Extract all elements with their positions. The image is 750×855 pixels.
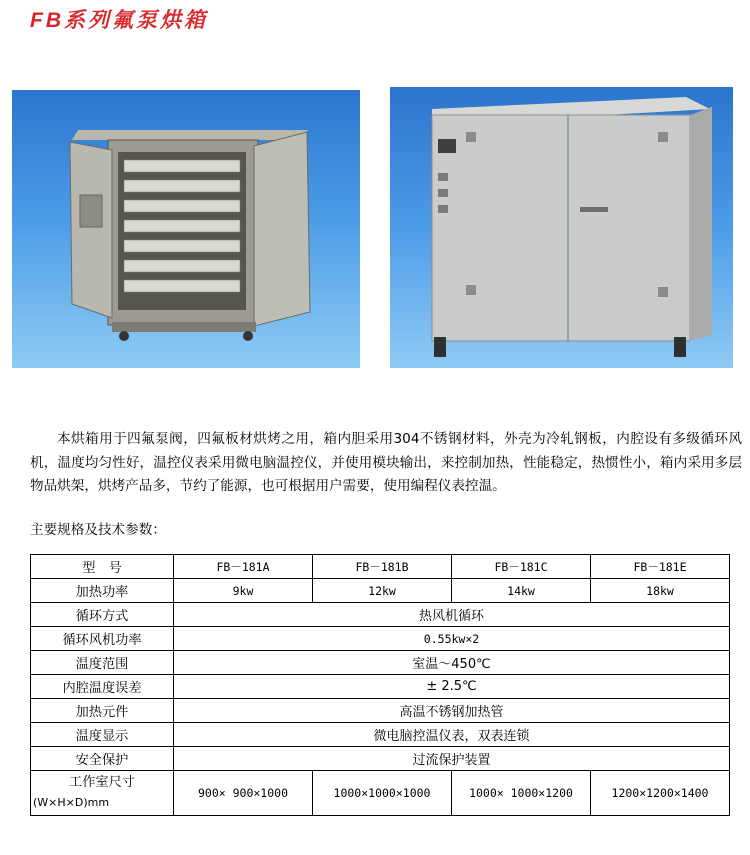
model-e: FB－181E [591, 555, 730, 579]
cabinet-side [690, 107, 712, 341]
table-row [31, 747, 730, 771]
model-label: 型 号 [31, 555, 174, 579]
door-window [80, 195, 102, 227]
temp-error-value: ± 2.5℃ [174, 675, 730, 699]
hinge-left-top [466, 132, 476, 142]
fan-power-value: 0.55kw×2 [174, 627, 730, 651]
cabinet-front [432, 115, 690, 341]
temp-display-value: 微电脑控温仪表，双表连锁 [174, 723, 730, 747]
heating-element-label: 加热元件 [31, 699, 174, 723]
chamber-size-label: 工作室尺寸 [69, 775, 135, 790]
circulation-label: 循环方式 [31, 603, 174, 627]
door-handle [580, 207, 608, 212]
page-title: FB系列氟泵烘箱 [30, 9, 208, 32]
circulation-value: 热风机循环 [174, 603, 730, 627]
temp-range-value: 室温～450℃ [174, 651, 730, 675]
oven-closed-photo [390, 87, 733, 368]
table-row [31, 627, 730, 651]
switch-2 [438, 189, 448, 197]
switch-3 [438, 205, 448, 213]
fan-power-label: 循环风机功率 [31, 627, 174, 651]
tray-rack [124, 160, 240, 292]
caster-left [119, 331, 129, 341]
cabinet-base [112, 322, 256, 332]
power-c: 14kw [452, 579, 591, 603]
temp-controller [438, 139, 456, 153]
foot-right [674, 337, 686, 357]
oven-closed-illustration [390, 87, 733, 368]
chamber-size-c: 1000× 1000×1200 [452, 771, 591, 816]
power-a: 9kw [174, 579, 313, 603]
chamber-size-label-cell [31, 771, 174, 816]
hinge-right-top [658, 132, 668, 142]
caster-right [243, 331, 253, 341]
table-row [31, 651, 730, 675]
spec-heading: 主要规格及技术参数： [30, 522, 166, 538]
temp-range-label: 温度范围 [31, 651, 174, 675]
right-door [254, 132, 310, 326]
temp-display-label: 温度显示 [31, 723, 174, 747]
model-b: FB－181B [313, 555, 452, 579]
chamber-size-e: 1200×1200×1400 [591, 771, 730, 816]
left-door [70, 142, 112, 318]
chamber-size-a: 900× 900×1000 [174, 771, 313, 816]
table-row [31, 699, 730, 723]
power-b: 12kw [313, 579, 452, 603]
safety-label: 安全保护 [31, 747, 174, 771]
power-label: 加热功率 [31, 579, 174, 603]
table-row [31, 675, 730, 699]
power-e: 18kw [591, 579, 730, 603]
spec-table [30, 554, 730, 816]
hinge-left-bottom [466, 285, 476, 295]
table-row [31, 603, 730, 627]
oven-open-illustration [12, 90, 360, 368]
hinge-right-bottom [658, 287, 668, 297]
description-paragraph: 本烘箱用于四氟泵阀，四氟板材烘烤之用，箱内胆采用304不锈钢材料，外壳为冷轧钢板，内腔设有多级循环风机，温度均匀性好，温控仪表采用微电脑温控仪，并使用模块输出，来控制加热，性能稳定，热惯性小，箱内采用多层物品烘架，烘烤产品多，节约了能源，也可根据用户需要，使用编程仪表控温。 [30, 431, 742, 494]
table-row [31, 555, 730, 579]
table-row [31, 723, 730, 747]
model-a: FB－181A [174, 555, 313, 579]
switch-1 [438, 173, 448, 181]
table-row [31, 771, 730, 816]
table-row [31, 579, 730, 603]
safety-value: 过流保护装置 [174, 747, 730, 771]
cabinet-top [72, 130, 308, 140]
temp-error-label: 内腔温度误差 [31, 675, 174, 699]
oven-open-photo [12, 90, 360, 368]
chamber-size-unit: (W×H×D)mm [33, 796, 110, 809]
chamber-size-b: 1000×1000×1000 [313, 771, 452, 816]
foot-left [434, 337, 446, 357]
model-c: FB－181C [452, 555, 591, 579]
heating-element-value: 高温不锈钢加热管 [174, 699, 730, 723]
